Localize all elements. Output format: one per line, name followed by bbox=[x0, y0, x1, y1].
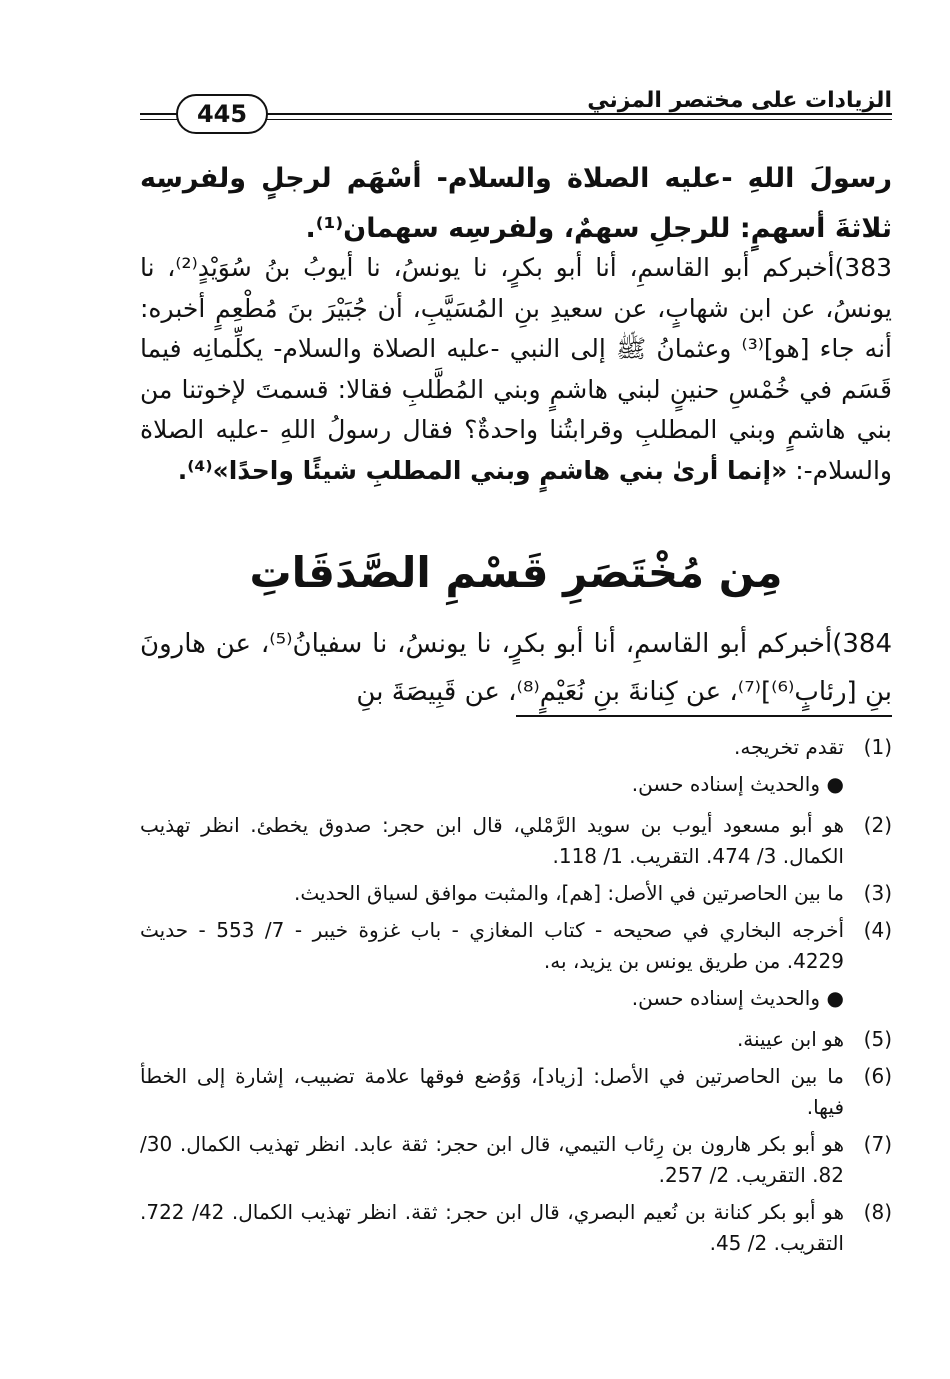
footnote bbox=[140, 1024, 892, 1055]
footnote bbox=[140, 810, 892, 872]
footnote bbox=[140, 1061, 892, 1123]
footnotes bbox=[140, 732, 892, 1265]
footnote-text: ما بين الحاصرتين في الأصل: [زياد]، وَوُضع فوقها علامة تضبيب، إشارة إلى الخطأ فيها. bbox=[140, 1064, 844, 1119]
continued-paragraph: رسولَ اللهِ -عليه الصلاة والسلام- أسْهَم لرجلٍ ولفرسِه ثلاثةَ أسهمٍ: للرجلِ سهمٌ، ولفرسِه سهمان⁽¹⁾. bbox=[140, 163, 892, 244]
footnote bbox=[140, 1197, 892, 1259]
bullet-icon: ● bbox=[826, 772, 844, 796]
footnote-number: (7) bbox=[863, 1132, 892, 1156]
footnote-number: (1) bbox=[863, 735, 892, 759]
hadith-text: أخبركم أبو القاسمِ، أنا أبو بكرٍ، نا يونسُ، نا أيوبُ بنُ سُوَيْدٍ⁽²⁾، نا يونسُ، عن ابن شهابٍ، عن سعيدِ بنِ المُسَيَّبِ، أن جُبَيْرَ بنَ مُطْعِمٍ أخبره: أنه جاء [هو]⁽³⁾ وعثمانُ ﷺ إلى النبي -عليه الصلاة والسلام- يكلِّمانِه فيما قَسَم في خُمْسِ حنينٍ لبني هاشمٍ وبني المُطَّلبِ فقالا: قسمتَ لإخوتنا من بني هاشمٍ وبني المطلبِ وقرابتُنا واحدةٌ؟ فقال رسولُ اللهِ -عليه الصلاة والسلام-: bbox=[140, 253, 892, 485]
hadith-quote: «إنما أرىٰ بني هاشمٍ وبني المطلبِ شيئًا واحدًا»⁽⁴⁾. bbox=[177, 455, 788, 485]
section-heading: مِن مُخْتَصَرِ قَسْمِ الصَّدَقَاتِ bbox=[249, 548, 783, 597]
footnote-note bbox=[140, 769, 892, 800]
footnote-divider bbox=[516, 715, 892, 717]
footnote-number: (4) bbox=[863, 918, 892, 942]
footnote bbox=[140, 732, 892, 763]
footnote-number: (8) bbox=[863, 1200, 892, 1224]
footnote-text: تقدم تخريجه. bbox=[734, 735, 844, 759]
footnote-number: (6) bbox=[863, 1064, 892, 1088]
footnote-number: (2) bbox=[863, 813, 892, 837]
footnote-text: هو ابن عيينة. bbox=[736, 1027, 844, 1051]
footnote-note bbox=[140, 983, 892, 1014]
hadith-number: 384) bbox=[832, 629, 892, 659]
footnote-text: هو أبو بكر هارون بن رِئاب التيمي، قال ابن حجر: ثقة عابد. انظر تهذيب الكمال. 30/ 82. التقريب. 2/ 257. bbox=[140, 1132, 844, 1187]
hadith-384 bbox=[140, 620, 892, 716]
bullet-icon: ● bbox=[826, 986, 844, 1010]
running-title: الزيادات على مختصر المزني bbox=[575, 88, 892, 113]
footnote-text: أخرجه البخاري في صحيحه - كتاب المغازي - باب غزوة خيبر - 7/ 553 - حديث 4229. من طريق يونس بن يزيد، به. bbox=[140, 918, 845, 973]
hadith-383 bbox=[140, 248, 892, 491]
page-header bbox=[140, 86, 892, 134]
footnote-text: ما بين الحاصرتين في الأصل: [هم]، والمثبت موافق لسياق الحديث. bbox=[294, 881, 844, 905]
footnote-number: (3) bbox=[863, 881, 892, 905]
footnote bbox=[140, 878, 892, 909]
footnote-text: هو أبو مسعود أيوب بن سويد الرَّمْلي، قال ابن حجر: صدوق يخطئ. انظر تهذيب الكمال. 3/ 474. التقريب. 1/ 118. bbox=[140, 813, 844, 868]
footnote bbox=[140, 1129, 892, 1191]
hadith-number: 383) bbox=[834, 253, 893, 282]
footnote-text: هو أبو بكر كنانة بن نُعيم البصري، قال ابن حجر: ثقة. انظر تهذيب الكمال. 42/ 722. التقريب. 2/ 45. bbox=[140, 1200, 844, 1255]
footnote-note-text: والحديث إسناده حسن. bbox=[631, 986, 820, 1010]
page-number: 445 bbox=[176, 94, 268, 134]
footnote-number: (5) bbox=[863, 1027, 892, 1051]
hadith-text: أخبركم أبو القاسمِ، أنا أبو بكرٍ، نا يونسُ، نا سفيانُ⁽⁵⁾، عن هارونَ بنِ [رئابٍ⁽⁶⁾]⁽⁷⁾، عن كِنانةَ بنِ نُعَيْمٍ⁽⁸⁾، عن قَبِيصَةَ بنِ bbox=[140, 629, 892, 707]
footnote bbox=[140, 915, 892, 977]
footnote-note-text: والحديث إسناده حسن. bbox=[631, 772, 820, 796]
